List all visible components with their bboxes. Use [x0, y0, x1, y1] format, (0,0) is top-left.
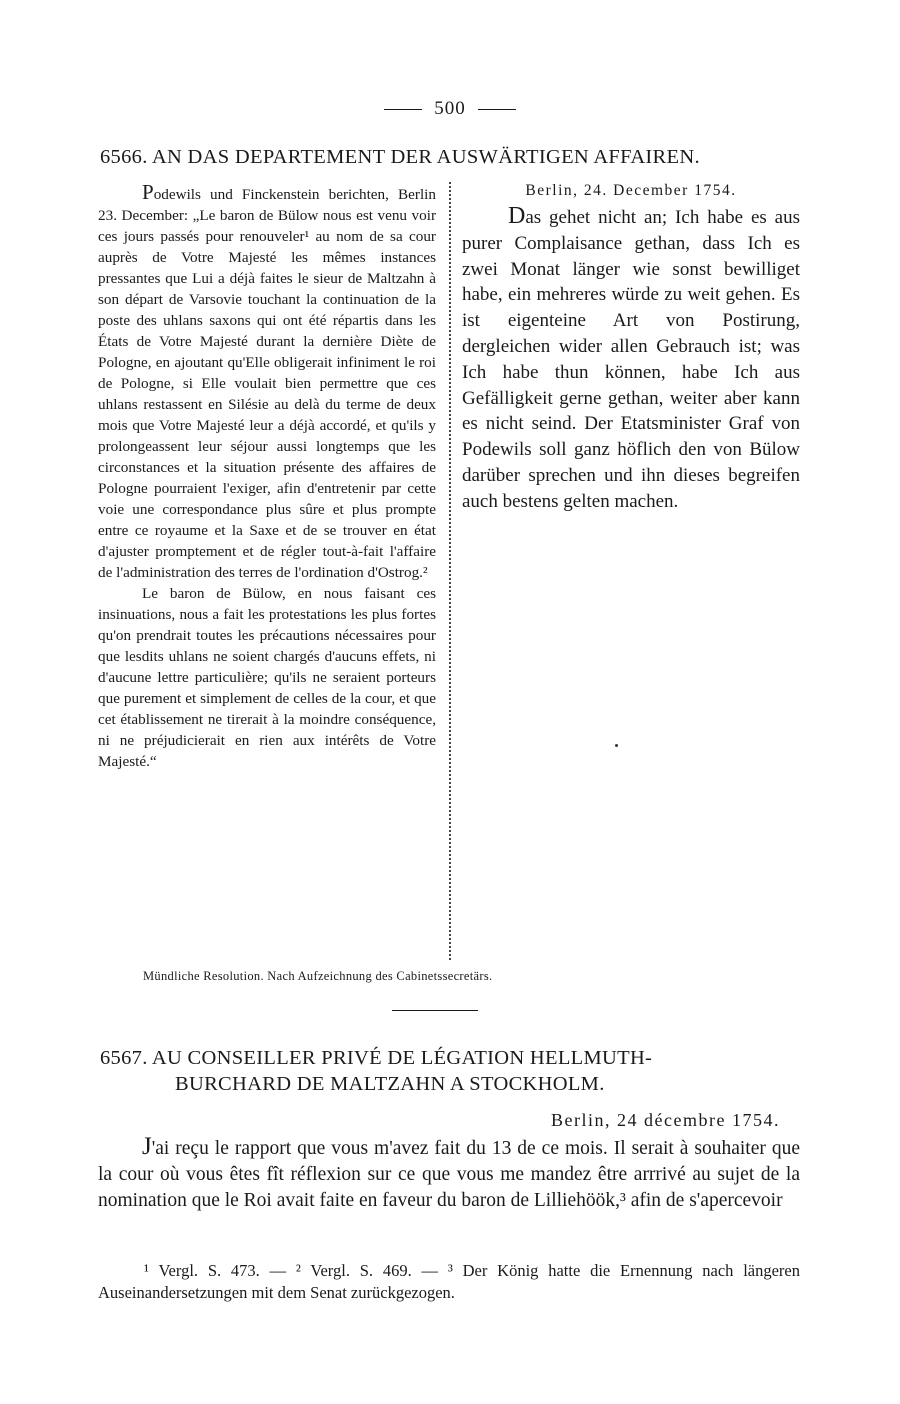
stray-dot: [615, 744, 618, 747]
separator-rule: [392, 1010, 478, 1011]
rule-left: [384, 109, 422, 110]
page-number-text: 500: [434, 98, 466, 119]
right-column: [462, 180, 800, 515]
column-divider: [449, 182, 451, 960]
right-dateline: Berlin, 24. December 1754.: [525, 182, 737, 199]
heading-line-1: 6567. AU CONSEILLER PRIVÉ DE LÉGATION HELLMUTH-: [100, 1047, 653, 1069]
body-dropcap: J: [142, 1133, 152, 1160]
document-6567-body-text: 'ai reçu le rapport que vous m'avez fait du 13 de ce mois. Il serait à souhaiter que la cour où vous êtes fît réflexion sur ce que vous me mandez être arrrivé au sujet de la nomination que le Roi avait faite en faveur du baron de Lilliehöök,³ afin de s'apercevoir: [98, 1138, 800, 1211]
document-6567-body: [98, 1134, 800, 1214]
right-body-text: as gehet nicht an; Ich habe es aus purer Complaisance gethan, dass Ich es zwei Monat länger wie sonst bewilliget habe, ein mehreres würde zu weit gehen. Es ist eigenteine Art von Postirung, dergleichen wider allen Gebrauch ist; was Ich habe thun können, habe Ich aus Gefälligkeit gerne gethan, weiter aber kann es nicht seind. Der Etatsminister Graf von Podewils soll ganz höflich den von Bülow darüber sprechen und ihn dieses begreifen auch bestens gelten machen.: [462, 207, 800, 512]
left-dropcap: P: [142, 180, 154, 204]
right-body: [462, 204, 800, 515]
document-6567-dateline: Berlin, 24 décembre 1754.: [551, 1110, 780, 1130]
right-dropcap: D: [508, 203, 526, 229]
rule-right: [478, 109, 516, 110]
left-paragraph-1: [98, 182, 436, 583]
page-number: [0, 98, 900, 120]
document-6567-heading: [100, 1045, 800, 1097]
document-6566-heading: 6566. AN DAS DEPARTEMENT DER AUSWÄRTIGEN AFFAIREN.: [100, 146, 700, 168]
heading-line-2: BURCHARD DE MALTZAHN A STOCKHOLM.: [175, 1073, 605, 1095]
source-note: Mündliche Resolution. Nach Aufzeichnung des Cabinetssecretärs.: [143, 969, 493, 983]
left-paragraph-1-text: odewils und Finckenstein berichten, Berlin 23. December: „Le baron de Bülow nous est venu voir ces jours passés pour renouveler¹ au nom de sa cour auprès de Votre Majesté les mêmes instances pressantes que Lui a déjà faites le sieur de Maltzahn à son départ de Varsovie touchant la continuation de la poste des uhlans saxons qui ont été répartis dans les États de Votre Majesté durant la dernière Diète de Pologne, en ajoutant qu'Elle obligerait infiniment le roi de Pologne, si Elle voulait bien permettre que ces uhlans restassent en Silésie au delà du terme de deux mois que Votre Majesté leur a déjà accordé, et qu'ils y prolongeassent leur séjour aussi longtemps que les circonstances et la situation présente des affaires de Pologne pourraient l'exiger, afin d'entretenir par cette voie une correspondance plus sûre et plus prompte entre ce royaume et la Saxe et de se trouver en état d'ajuster promptement et de régler tout-à-fait l'affaire de l'administration des terres de l'ordination d'Ostrog.²: [98, 186, 436, 581]
left-paragraph-2: Le baron de Bülow, en nous faisant ces insinuations, nous a fait les protestations les plus fortes qu'on prendrait toutes les précautions nécessaires pour que lesdits uhlans ne soient chargés d'aucuns effets, ni d'aucune lettre particulière; qu'ils ne seraient porteurs que purement et simplement de celles de la cour, et que cet établissement ne tirerait à la moindre conséquence, ni ne préjudicierait en rien aux intérêts de Votre Majesté.“: [98, 585, 436, 770]
footnotes: ¹ Vergl. S. 473. — ² Vergl. S. 469. — ³ Der König hatte die Ernennung nach längeren Auseinandersetzungen mit dem Senat zurückgezogen.: [98, 1261, 800, 1302]
left-column: [98, 182, 436, 772]
